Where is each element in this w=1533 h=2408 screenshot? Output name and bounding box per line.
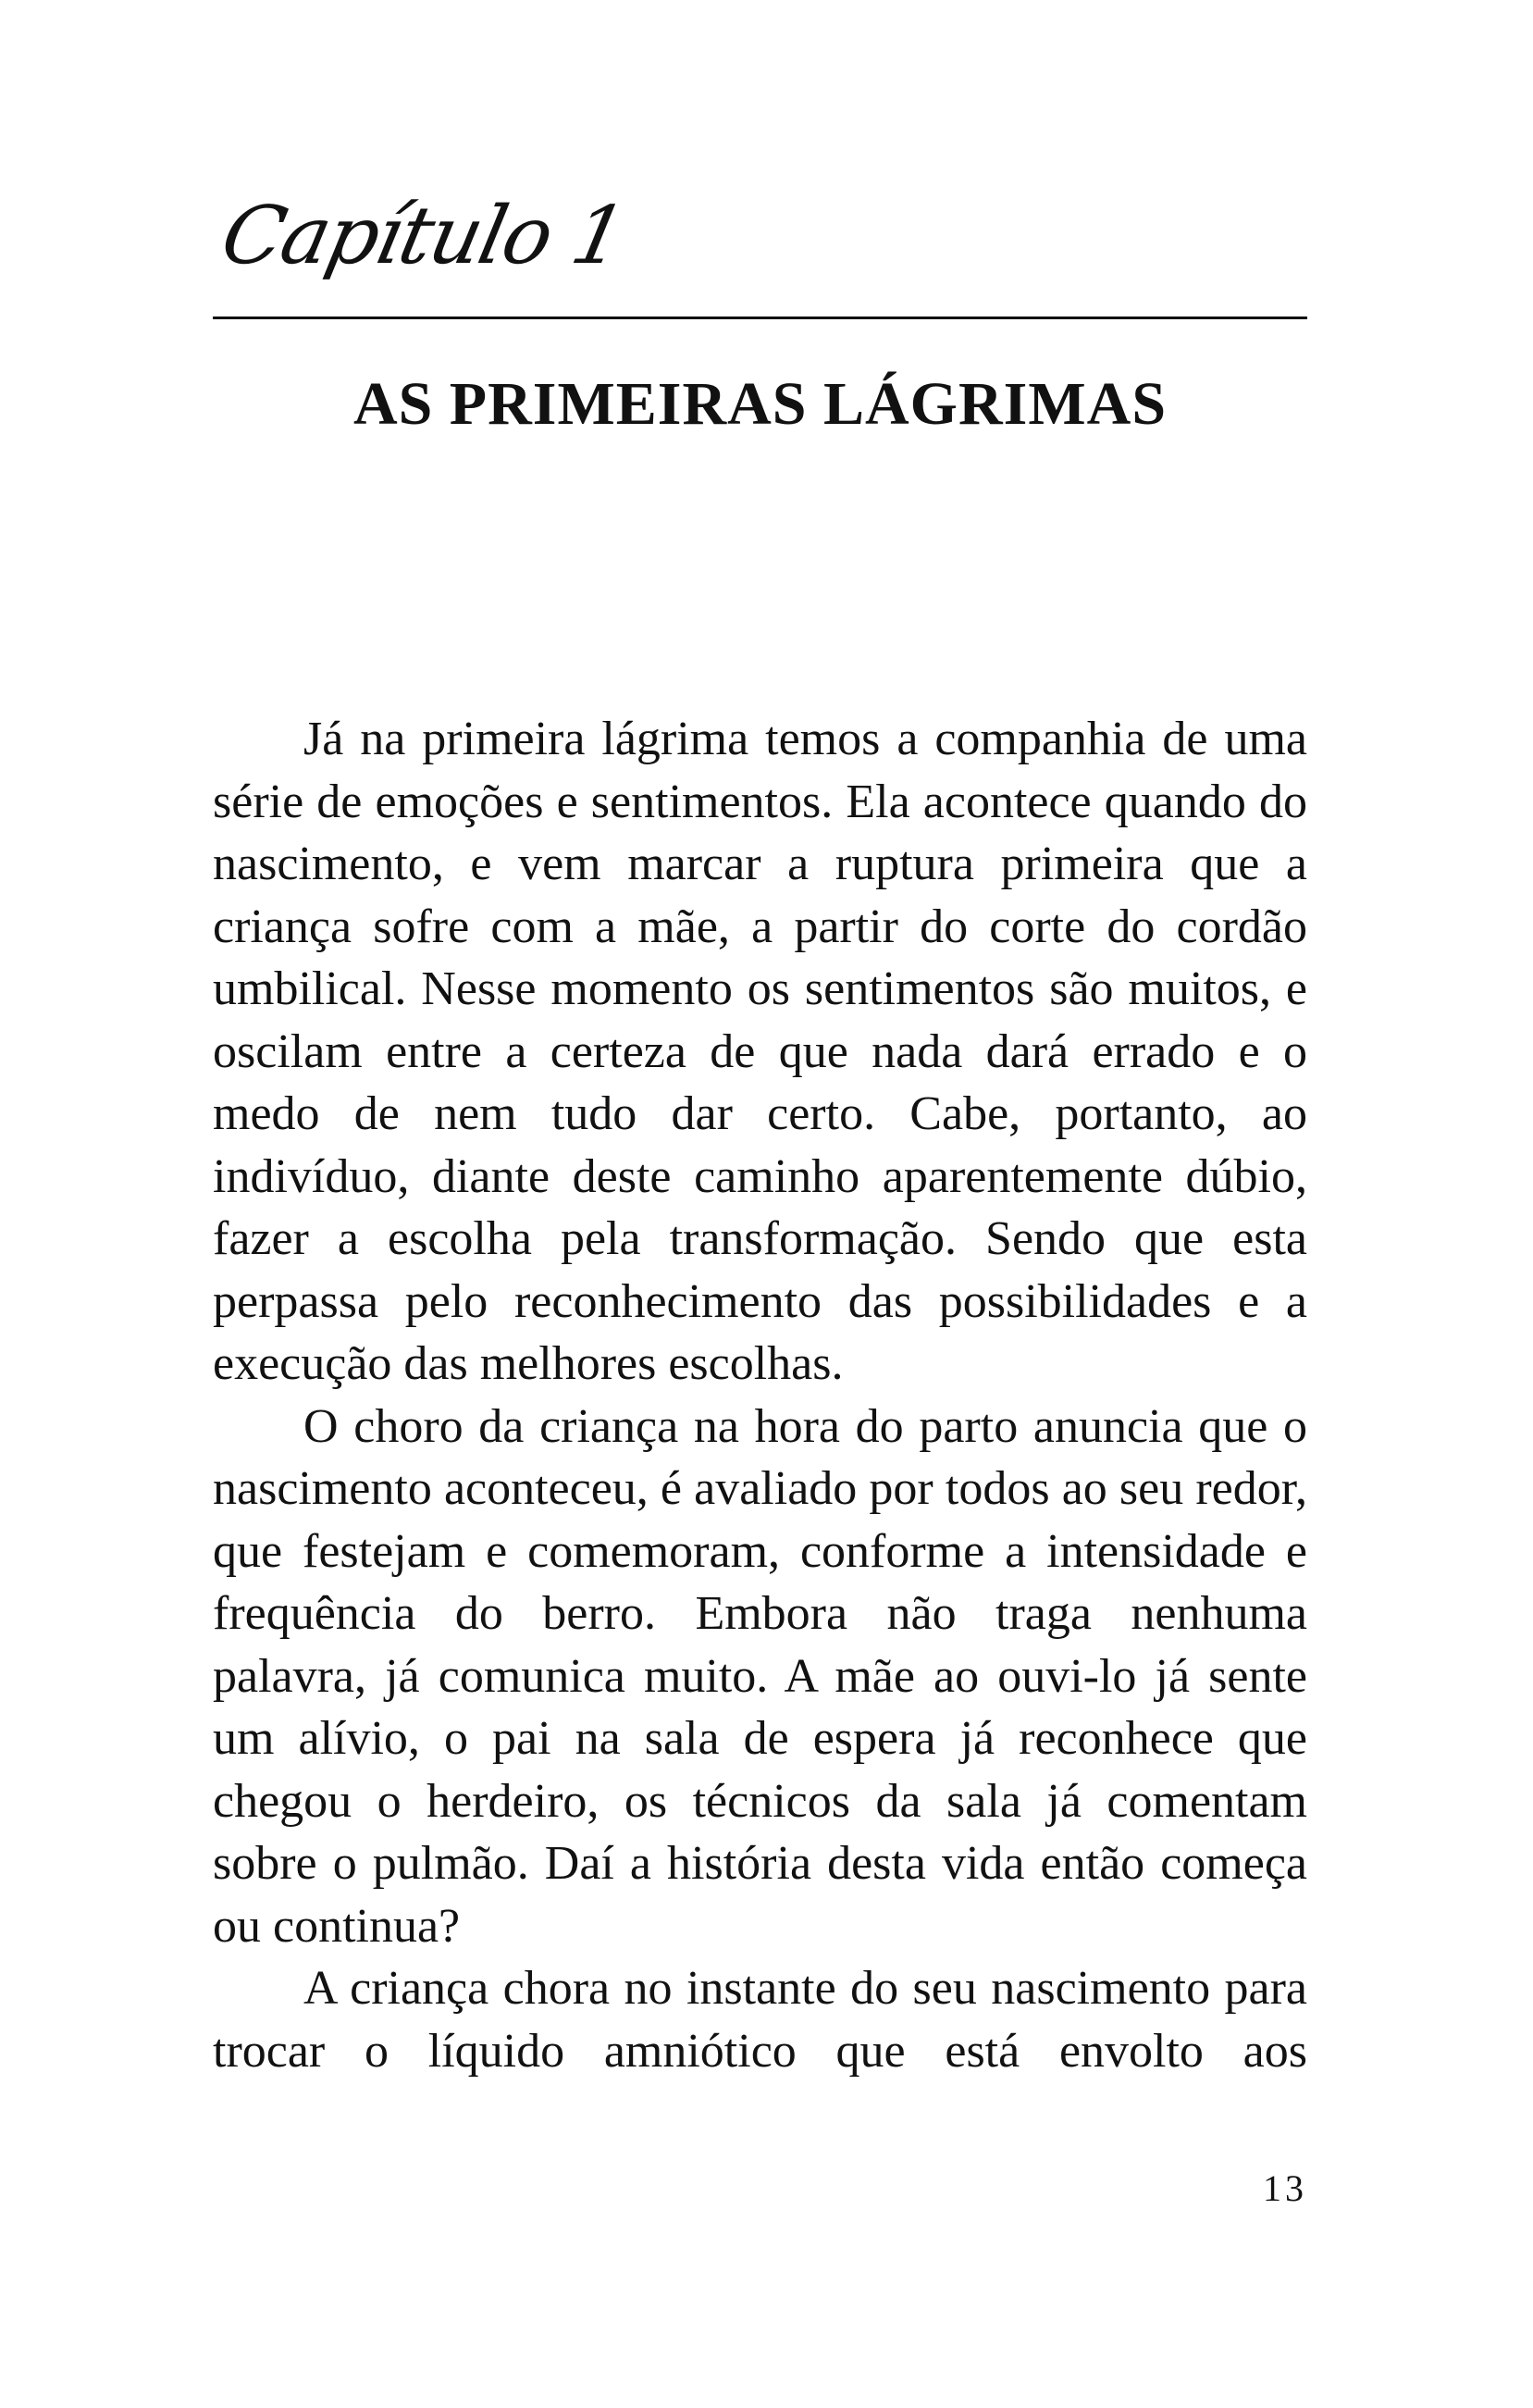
paragraph-3: A criança chora no instante do seu nascimento para trocar o líquido amniótico que está envolto aos: [213, 1962, 1307, 2078]
paragraph-1: Já na primeira lágrima temos a companhia de uma série de emoções e sentimentos. Ela acontece quando do nascimento, e vem marcar a ruptura primeira que a criança sofre com a mãe, a partir do corte do cordão umbilical. Nesse momento os sentimentos são muitos, e oscilam entre a certeza de que nada dará errado e o medo de nem tudo dar certo. Cabe, portanto, ao indivíduo, diante deste caminho aparentemente dúbio, fazer a escolha pela transformação. Sendo que esta perpassa pelo reconhecimento das possibilidades e a execução das melhores escolhas.: [213, 713, 1307, 1390]
chapter-title: AS PRIMEIRAS LÁGRIMAS: [352, 370, 1168, 438]
chapter-label: Capítulo 1: [214, 190, 633, 282]
page-number: 13: [1263, 2167, 1307, 2209]
body-text: [213, 708, 1307, 2082]
paragraph-2: O choro da criança na hora do parto anuncia que o nascimento aconteceu, é avaliado por todos ao seu redor, que festejam e comemoram, conforme a intensidade e frequência do berro. Embora não traga nenhuma palavra, já comunica muito. A mãe ao ouvi-lo já sente um alívio, o pai na sala de espera já reconhece que chegou o herdeiro, os técnicos da sala já comentam sobre o pulmão. Daí a história desta vida então começa ou continua?: [213, 1399, 1307, 1953]
chapter-divider: [213, 317, 1307, 319]
